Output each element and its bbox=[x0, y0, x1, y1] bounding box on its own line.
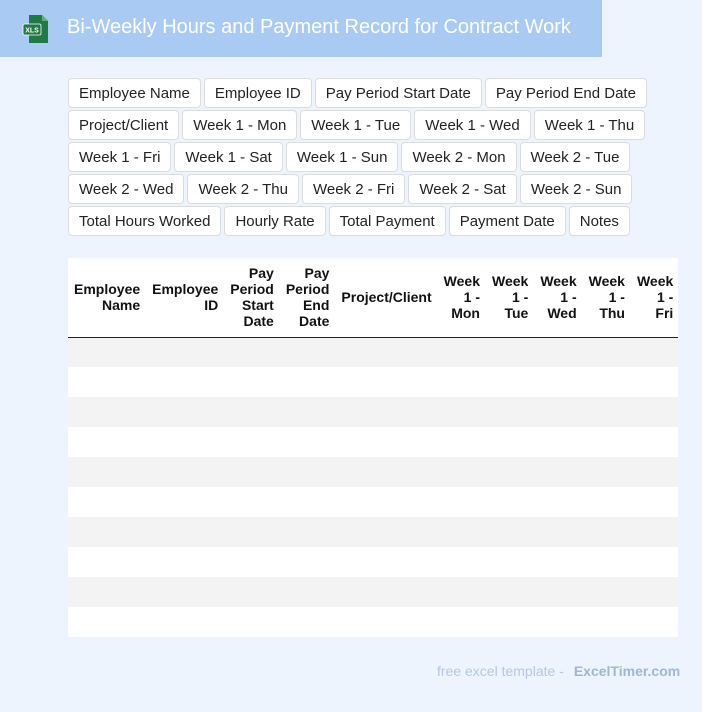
table-cell[interactable] bbox=[583, 367, 631, 397]
table-cell[interactable] bbox=[631, 577, 678, 607]
column-header: Employee ID bbox=[146, 258, 224, 337]
table-cell[interactable] bbox=[335, 367, 437, 397]
field-chip: Week 2 - Wed bbox=[68, 174, 184, 204]
excel-file-icon bbox=[20, 13, 52, 45]
table-cell[interactable] bbox=[583, 517, 631, 547]
table-cell[interactable] bbox=[280, 487, 336, 517]
table-cell[interactable] bbox=[224, 367, 280, 397]
table-cell[interactable] bbox=[68, 487, 146, 517]
table-cell[interactable] bbox=[583, 607, 631, 637]
table-cell[interactable] bbox=[335, 487, 437, 517]
table-cell[interactable] bbox=[68, 397, 146, 427]
table-cell[interactable] bbox=[146, 397, 224, 427]
table-cell[interactable] bbox=[224, 517, 280, 547]
table-cell[interactable] bbox=[335, 547, 437, 577]
table-cell[interactable] bbox=[146, 457, 224, 487]
table-row bbox=[68, 487, 678, 517]
table-cell[interactable] bbox=[438, 517, 486, 547]
table-cell[interactable] bbox=[583, 487, 631, 517]
table-cell[interactable] bbox=[335, 337, 437, 367]
field-chip: Total Payment bbox=[329, 206, 446, 236]
table-cell[interactable] bbox=[335, 607, 437, 637]
table-cell[interactable] bbox=[631, 547, 678, 577]
table-cell[interactable] bbox=[486, 547, 534, 577]
field-chip: Hourly Rate bbox=[224, 206, 325, 236]
field-chip: Week 2 - Mon bbox=[401, 142, 516, 172]
column-header: Week 1 - Tue bbox=[486, 258, 534, 337]
table-cell[interactable] bbox=[280, 367, 336, 397]
table-cell[interactable] bbox=[534, 547, 582, 577]
table-cell[interactable] bbox=[583, 547, 631, 577]
table-cell[interactable] bbox=[438, 397, 486, 427]
table-cell[interactable] bbox=[534, 397, 582, 427]
table-cell[interactable] bbox=[146, 517, 224, 547]
table-cell[interactable] bbox=[631, 367, 678, 397]
field-chip: Pay Period Start Date bbox=[315, 78, 482, 108]
table-cell[interactable] bbox=[486, 367, 534, 397]
table-cell[interactable] bbox=[486, 427, 534, 457]
table-cell[interactable] bbox=[68, 607, 146, 637]
table-cell[interactable] bbox=[280, 397, 336, 427]
table-cell[interactable] bbox=[486, 487, 534, 517]
table-cell[interactable] bbox=[534, 517, 582, 547]
table-row bbox=[68, 427, 678, 457]
table-cell[interactable] bbox=[534, 427, 582, 457]
table-cell[interactable] bbox=[534, 577, 582, 607]
record-table bbox=[68, 258, 678, 637]
table-row bbox=[68, 607, 678, 637]
table-cell[interactable] bbox=[486, 397, 534, 427]
table-cell[interactable] bbox=[631, 427, 678, 457]
table-cell[interactable] bbox=[534, 607, 582, 637]
table-cell[interactable] bbox=[146, 427, 224, 457]
table-cell[interactable] bbox=[68, 517, 146, 547]
table-cell[interactable] bbox=[438, 367, 486, 397]
table-cell[interactable] bbox=[335, 427, 437, 457]
field-chip: Week 1 - Mon bbox=[182, 110, 297, 140]
table-cell[interactable] bbox=[146, 607, 224, 637]
table-cell[interactable] bbox=[224, 457, 280, 487]
table-cell[interactable] bbox=[68, 457, 146, 487]
table-cell[interactable] bbox=[146, 337, 224, 367]
table-row bbox=[68, 337, 678, 367]
field-chip: Pay Period End Date bbox=[485, 78, 647, 108]
field-chip: Week 1 - Tue bbox=[300, 110, 411, 140]
footer bbox=[437, 663, 680, 679]
footer-free-text: free excel template - bbox=[437, 663, 564, 679]
column-header: Week 1 - Wed bbox=[534, 258, 582, 337]
page-title: Bi-Weekly Hours and Payment Record for Contract Work bbox=[67, 16, 571, 38]
table-cell[interactable] bbox=[335, 577, 437, 607]
table-cell[interactable] bbox=[631, 517, 678, 547]
table-cell[interactable] bbox=[583, 577, 631, 607]
table-cell[interactable] bbox=[583, 427, 631, 457]
column-header: Pay Period Start Date bbox=[224, 258, 280, 337]
table-cell[interactable] bbox=[631, 607, 678, 637]
table-cell[interactable] bbox=[534, 337, 582, 367]
table-cell[interactable] bbox=[280, 607, 336, 637]
field-chip: Week 2 - Thu bbox=[187, 174, 299, 204]
table-cell[interactable] bbox=[631, 397, 678, 427]
table-cell[interactable] bbox=[438, 487, 486, 517]
table-cell[interactable] bbox=[438, 457, 486, 487]
table-row bbox=[68, 577, 678, 607]
table-cell[interactable] bbox=[438, 427, 486, 457]
field-chip: Week 1 - Wed bbox=[414, 110, 530, 140]
field-chip: Employee ID bbox=[204, 78, 312, 108]
table-cell[interactable] bbox=[68, 367, 146, 397]
table-cell[interactable] bbox=[224, 427, 280, 457]
field-chip: Project/Client bbox=[68, 110, 179, 140]
table-cell[interactable] bbox=[68, 427, 146, 457]
table-row bbox=[68, 517, 678, 547]
table-cell[interactable] bbox=[486, 517, 534, 547]
table-cell[interactable] bbox=[224, 487, 280, 517]
table-cell[interactable] bbox=[280, 577, 336, 607]
table-row bbox=[68, 397, 678, 427]
title-bar bbox=[0, 0, 602, 57]
table-header-row bbox=[68, 258, 678, 337]
table-cell[interactable] bbox=[534, 367, 582, 397]
table-cell[interactable] bbox=[68, 577, 146, 607]
table-cell[interactable] bbox=[280, 517, 336, 547]
field-chip: Week 1 - Fri bbox=[68, 142, 171, 172]
field-chip: Week 2 - Tue bbox=[520, 142, 631, 172]
table-cell[interactable] bbox=[335, 517, 437, 547]
table-cell[interactable] bbox=[280, 547, 336, 577]
field-list bbox=[68, 78, 658, 236]
table-cell[interactable] bbox=[68, 547, 146, 577]
footer-brand-link[interactable]: ExcelTimer.com bbox=[573, 663, 681, 679]
table-cell[interactable] bbox=[335, 457, 437, 487]
field-chip: Week 2 - Sun bbox=[520, 174, 633, 204]
table-cell[interactable] bbox=[224, 397, 280, 427]
column-header: Employee Name bbox=[68, 258, 146, 337]
column-header: Week 1 - Fri bbox=[631, 258, 678, 337]
table-cell[interactable] bbox=[631, 457, 678, 487]
table-row bbox=[68, 367, 678, 397]
table-cell[interactable] bbox=[146, 577, 224, 607]
table-cell[interactable] bbox=[280, 457, 336, 487]
field-chip: Week 1 - Sat bbox=[174, 142, 282, 172]
table-cell[interactable] bbox=[534, 457, 582, 487]
table-row bbox=[68, 457, 678, 487]
table-cell[interactable] bbox=[486, 337, 534, 367]
table-cell[interactable] bbox=[631, 487, 678, 517]
table-cell[interactable] bbox=[438, 577, 486, 607]
table-cell[interactable] bbox=[486, 577, 534, 607]
table-cell[interactable] bbox=[583, 397, 631, 427]
table-cell[interactable] bbox=[438, 337, 486, 367]
field-chip: Employee Name bbox=[68, 78, 201, 108]
column-header: Week 1 - Thu bbox=[583, 258, 631, 337]
table-cell[interactable] bbox=[438, 547, 486, 577]
field-chip: Week 1 - Sun bbox=[286, 142, 399, 172]
table-cell[interactable] bbox=[146, 487, 224, 517]
table-cell[interactable] bbox=[631, 337, 678, 367]
field-chip: Notes bbox=[569, 206, 630, 236]
table-cell[interactable] bbox=[224, 577, 280, 607]
table-cell[interactable] bbox=[486, 457, 534, 487]
table-row bbox=[68, 547, 678, 577]
table-cell[interactable] bbox=[583, 457, 631, 487]
table-cell[interactable] bbox=[335, 397, 437, 427]
table-cell[interactable] bbox=[68, 337, 146, 367]
table-cell[interactable] bbox=[534, 487, 582, 517]
field-chip: Week 2 - Sat bbox=[408, 174, 516, 204]
table-cell[interactable] bbox=[146, 367, 224, 397]
table-cell[interactable] bbox=[280, 337, 336, 367]
field-chip: Payment Date bbox=[449, 206, 566, 236]
table-cell[interactable] bbox=[224, 337, 280, 367]
table-cell[interactable] bbox=[146, 547, 224, 577]
table-cell[interactable] bbox=[280, 427, 336, 457]
excel-icon-label: XLS bbox=[25, 27, 39, 35]
field-chip: Week 2 - Fri bbox=[302, 174, 405, 204]
table-cell[interactable] bbox=[583, 337, 631, 367]
column-header: Pay Period End Date bbox=[280, 258, 336, 337]
field-chip: Week 1 - Thu bbox=[534, 110, 646, 140]
column-header: Project/Client bbox=[335, 258, 437, 337]
table-cell[interactable] bbox=[224, 547, 280, 577]
column-header: Week 1 - Mon bbox=[438, 258, 486, 337]
field-chip: Total Hours Worked bbox=[68, 206, 221, 236]
table-cell[interactable] bbox=[486, 607, 534, 637]
table-cell[interactable] bbox=[224, 607, 280, 637]
table-cell[interactable] bbox=[438, 607, 486, 637]
